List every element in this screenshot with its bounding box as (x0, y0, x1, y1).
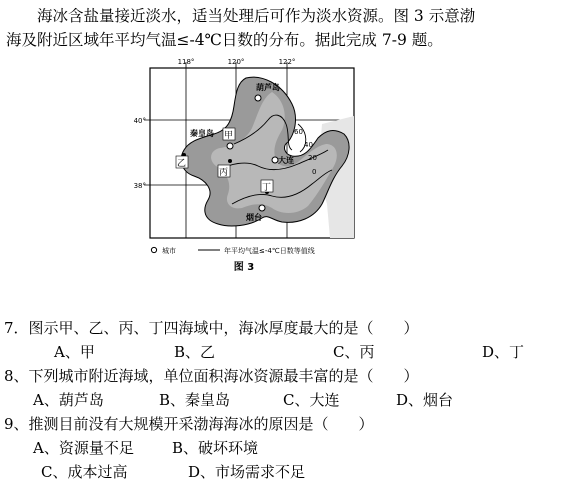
question-9: 9、推测目前没有大规模开采渤海海冰的原因是（ ） (4, 415, 374, 433)
sea-label-ding: 丁 (262, 183, 272, 193)
city-label-qinhuangdao: 秦皇岛 (190, 129, 214, 138)
q8-option-b[interactable]: B、秦皇岛 (159, 391, 231, 409)
intro-line-1: 海冰含盐量接近淡水，适当处理后可作为淡水资源。图 3 示意渤 (37, 7, 476, 25)
sea-point-bing (228, 159, 232, 163)
q9-option-c[interactable]: C、成本过高 (41, 463, 128, 481)
intro-line-2: 海及附近区域年平均气温≤-4℃日数的分布。据此完成 7-9 题。 (6, 31, 443, 49)
map-figure (122, 54, 382, 274)
lon-label-120: 120° (227, 58, 245, 66)
legend-isoline-label: 年平均气温≤-4℃日数等值线 (224, 247, 315, 255)
sea-label-jia: 甲 (224, 131, 234, 141)
city-label-dalian: 大连 (278, 156, 294, 165)
intro-text (6, 4, 562, 52)
sea-label-yi: 乙 (177, 159, 187, 169)
q7-option-b[interactable]: B、乙 (174, 343, 216, 361)
legend-city-label: 城市 (162, 247, 176, 255)
isoline-label-0: 0 (312, 168, 317, 176)
isoline-label-20: 20 (308, 154, 317, 162)
city-marker-qinhuangdao (227, 143, 233, 149)
lat-label-38: 38° (133, 182, 146, 190)
isoline-label-40: 40 (304, 141, 313, 149)
q8-option-c[interactable]: C、大连 (283, 391, 340, 409)
legend-city-marker (151, 247, 156, 252)
lat-label-40: 40° (133, 117, 146, 125)
q7-option-c[interactable]: C、丙 (333, 343, 375, 361)
city-marker-dalian (272, 157, 278, 163)
city-label-yantai: 烟台 (246, 213, 262, 222)
q9-option-b[interactable]: B、破坏环境 (172, 439, 259, 457)
bohai-map (122, 54, 382, 274)
city-marker-yantai (259, 205, 265, 211)
question-7: 7．图示甲、乙、丙、丁四海域中，海冰厚度最大的是（ ） (4, 319, 419, 337)
lon-label-118: 118° (177, 58, 195, 66)
q7-option-a[interactable]: A、甲 (54, 343, 95, 361)
question-8: 8、下列城市附近海域，单位面积海冰资源最丰富的是（ ） (4, 367, 419, 385)
city-marker-huludao (255, 95, 261, 101)
q8-option-d[interactable]: D、烟台 (396, 391, 454, 409)
lon-label-122: 122° (278, 58, 296, 66)
city-label-huludao: 葫芦岛 (256, 83, 280, 92)
q7-option-d[interactable]: D、丁 (482, 343, 525, 361)
sea-label-bing: 丙 (219, 168, 229, 178)
q8-option-a[interactable]: A、葫芦岛 (33, 391, 104, 409)
q9-option-d[interactable]: D、市场需求不足 (188, 463, 306, 481)
q9-option-a[interactable]: A、资源量不足 (33, 439, 134, 457)
isoline-label-60: 60 (294, 128, 303, 136)
figure-caption: 图 3 (233, 262, 255, 273)
